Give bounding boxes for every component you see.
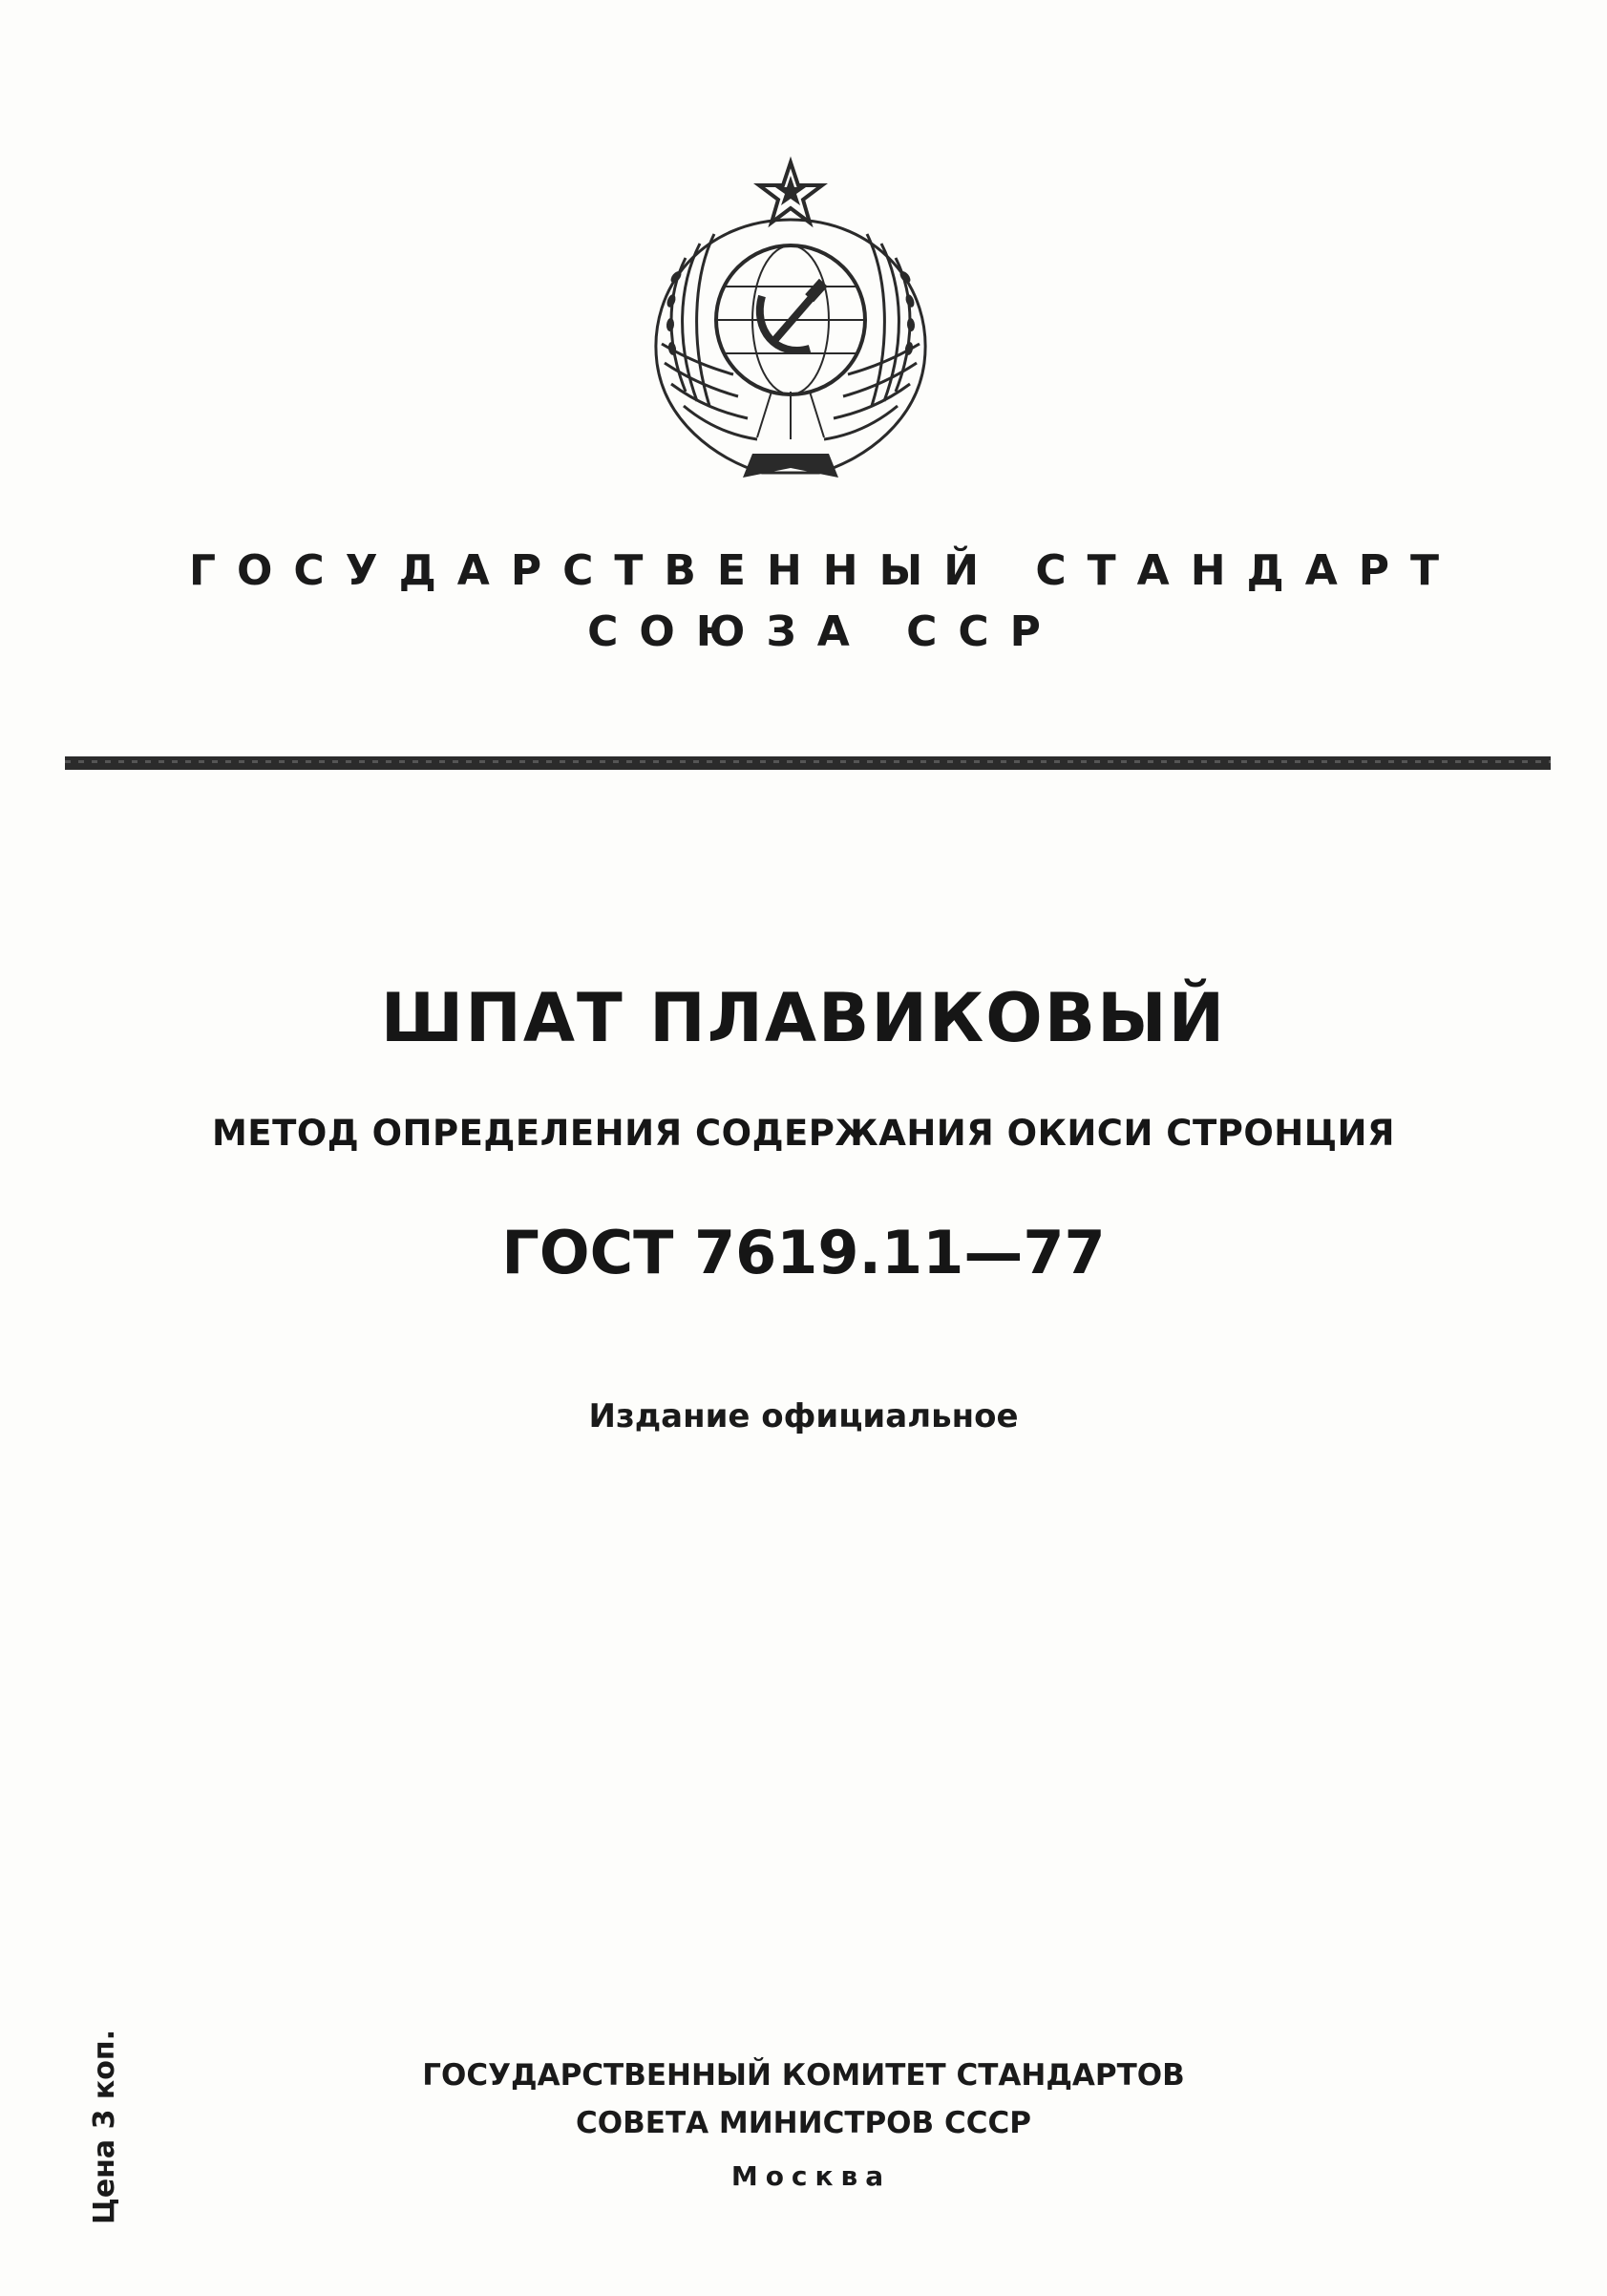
publisher-line-2: СОВЕТА МИНИСТРОВ СССР — [576, 2106, 1031, 2140]
ussr-state-emblem-icon — [619, 153, 962, 497]
document-subtitle: МЕТОД ОПРЕДЕЛЕНИЯ СОДЕРЖАНИЯ ОКИСИ СТРОНЦИЯ — [211, 1113, 1396, 1154]
price-text: Цена 3 коп. — [88, 2030, 121, 2225]
edition-label: Издание официальное — [588, 1397, 1019, 1435]
standard-number: ГОСТ 7619.11—77 — [501, 1218, 1106, 1287]
header-line-2: СОЮЗА ССР — [587, 607, 1062, 656]
horizontal-divider — [65, 756, 1551, 770]
publisher-line-1: ГОСУДАРСТВЕННЫЙ КОМИТЕТ СТАНДАРТОВ — [422, 2058, 1185, 2093]
publisher-city: Москва — [730, 2160, 892, 2192]
document-title: ШПАТ ПЛАВИКОВЫЙ — [380, 979, 1227, 1057]
header-line-1: ГОСУДАРСТВЕННЫЙ СТАНДАРТ — [188, 546, 1461, 595]
